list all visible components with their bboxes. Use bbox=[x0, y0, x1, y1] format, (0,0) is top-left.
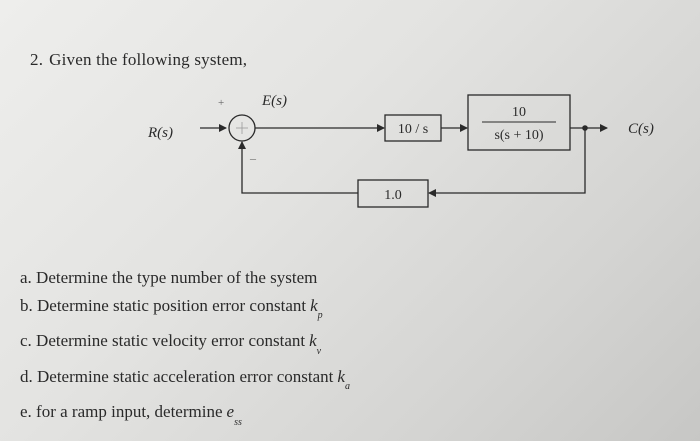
question-c bbox=[20, 327, 350, 362]
question-e-text: e. for a ramp input, determine bbox=[20, 402, 223, 422]
question-b bbox=[20, 292, 350, 327]
output-label: C(s) bbox=[628, 121, 654, 137]
error-label: E(s) bbox=[262, 93, 287, 109]
question-b-subscript: p bbox=[317, 310, 323, 322]
question-e-subscript: ss bbox=[234, 416, 242, 428]
question-d-text: d. Determine static acceleration error constant bbox=[20, 366, 334, 386]
question-c-symbol: k bbox=[309, 331, 317, 351]
plant-denominator: s(s + 10) bbox=[494, 128, 544, 143]
minus-sign: – bbox=[250, 151, 256, 165]
question-c-text: c. Determine static velocity error constant bbox=[20, 331, 306, 351]
question-d-subscript: a bbox=[344, 381, 350, 393]
question-c-subscript: v bbox=[316, 345, 322, 357]
question-a bbox=[20, 264, 350, 292]
question-d-symbol: k bbox=[337, 366, 345, 386]
problem-title-text: Given the following system, bbox=[49, 50, 248, 69]
feedback-line-to-junction bbox=[242, 142, 358, 193]
question-d bbox=[20, 363, 350, 398]
question-list bbox=[20, 264, 350, 434]
question-b-text: b. Determine static position error constant bbox=[20, 296, 307, 315]
question-e bbox=[20, 398, 350, 433]
question-b-symbol: k bbox=[310, 296, 318, 315]
input-label: R(s) bbox=[148, 125, 173, 141]
question-e-symbol: e bbox=[226, 402, 235, 422]
plus-sign: + bbox=[218, 97, 225, 109]
feedback-block-label: 1.0 bbox=[384, 188, 402, 203]
problem-number: 2. bbox=[30, 50, 44, 69]
plant-numerator: 10 bbox=[512, 105, 526, 120]
question-a-text: a. Determine the type number of the system bbox=[20, 268, 318, 287]
controller-block-label: 10 / s bbox=[397, 122, 429, 137]
